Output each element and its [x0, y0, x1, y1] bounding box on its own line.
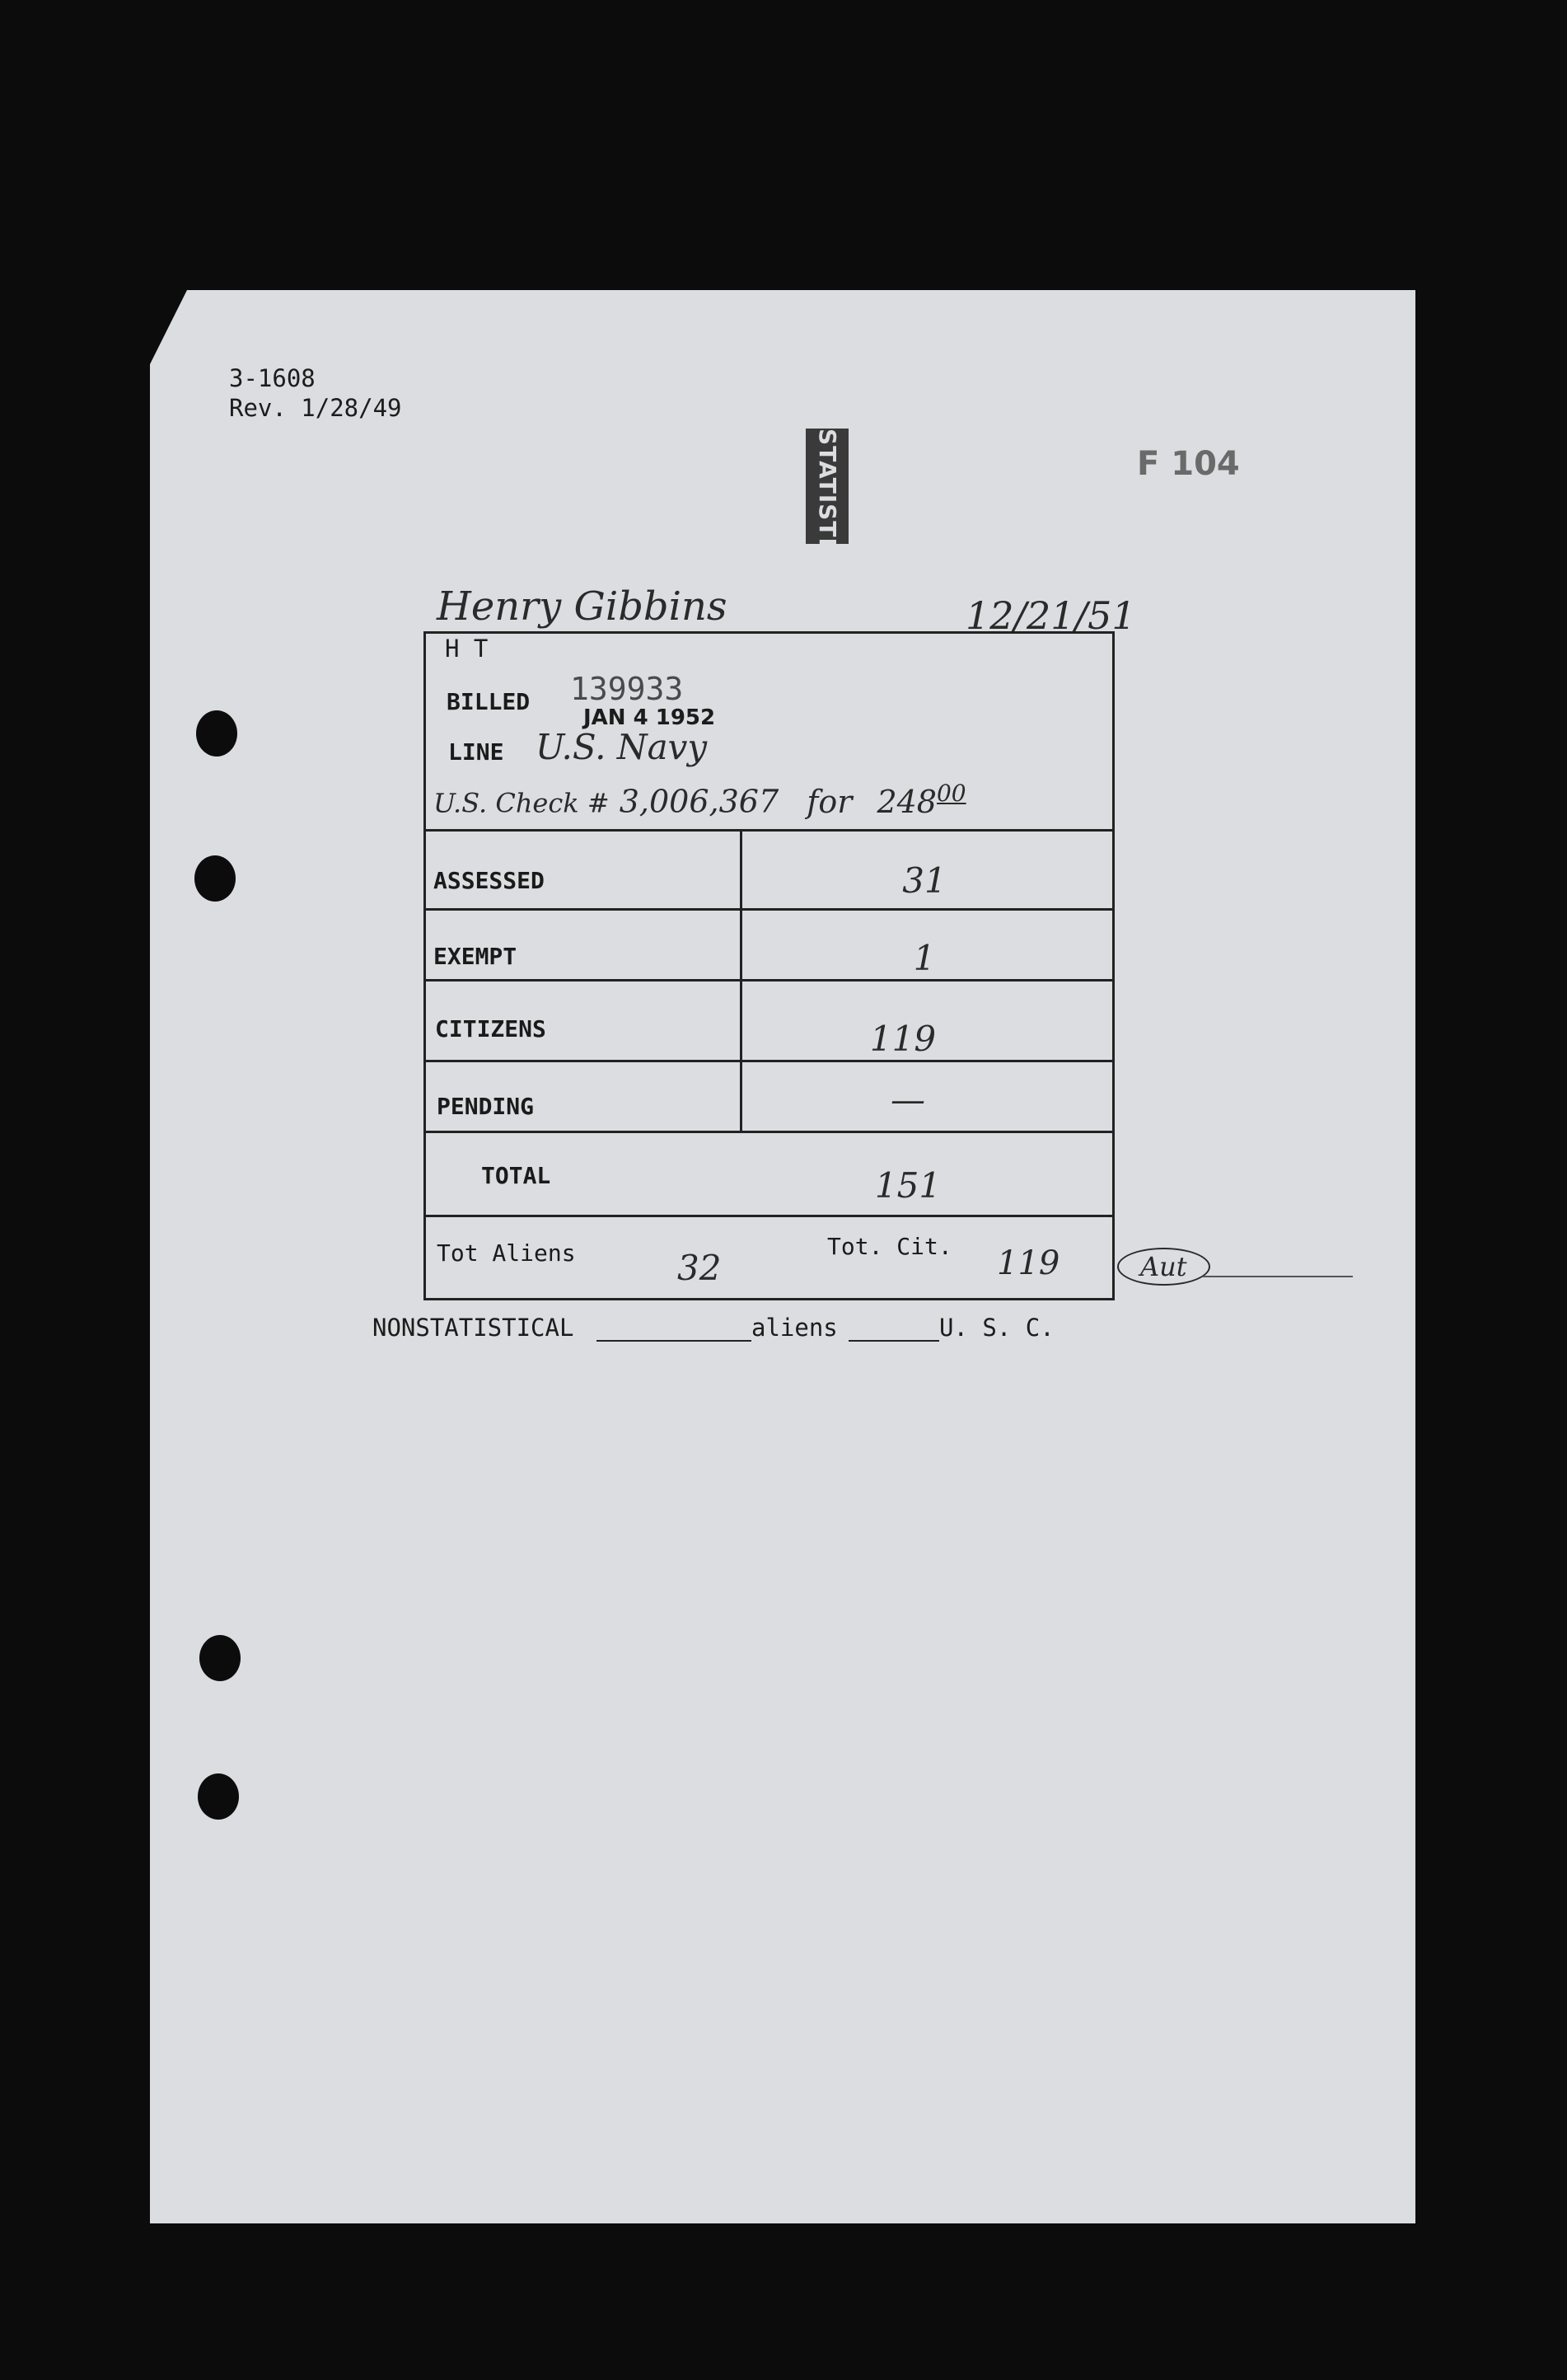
- line-value: U.S. Navy: [536, 727, 708, 767]
- rule: [423, 829, 1115, 832]
- rule: [423, 1215, 1115, 1217]
- initials-tail: [1203, 1276, 1353, 1277]
- form-revision: Rev. 1/28/49: [229, 394, 402, 422]
- tot-aliens-value: 32: [677, 1248, 722, 1288]
- aliens-label: aliens: [751, 1314, 838, 1342]
- torn-corner: [150, 290, 187, 364]
- citizens-value: 119: [869, 1019, 937, 1059]
- initials-mark: Aut: [1117, 1248, 1210, 1286]
- punch-hole: [199, 1635, 241, 1681]
- total-value: 151: [874, 1165, 942, 1206]
- tot-cit-value: 119: [997, 1244, 1060, 1282]
- check-note: [433, 780, 966, 820]
- billed-label: BILLED: [447, 688, 531, 715]
- pending-value: —: [891, 1080, 925, 1120]
- ht-label: H T: [445, 635, 489, 663]
- nonstat-blank: [596, 1340, 751, 1342]
- rule: [423, 1131, 1115, 1133]
- handwritten-date: 12/21/51: [966, 593, 1136, 638]
- page-stamp: F 104: [1137, 445, 1240, 483]
- exempt-value: 1: [913, 938, 936, 978]
- rule: [423, 1060, 1115, 1062]
- check-cents: 00: [936, 780, 966, 807]
- pending-label: PENDING: [437, 1093, 535, 1120]
- line-label: LINE: [448, 738, 504, 766]
- check-prefix: U.S. Check #: [433, 787, 610, 819]
- statistics-stamp: STATISTICS: [806, 429, 849, 544]
- exempt-label: EXEMPT: [433, 943, 517, 970]
- rule: [423, 979, 1115, 982]
- punch-hole: [198, 1773, 239, 1820]
- check-amount: 248: [877, 783, 937, 820]
- citizens-label: CITIZENS: [435, 1015, 546, 1042]
- signature: Henry Gibbins: [437, 583, 727, 630]
- billed-date-stamp: JAN 4 1952: [583, 705, 716, 730]
- aliens-blank: [849, 1340, 939, 1342]
- form-number: 3-1608: [229, 364, 316, 392]
- assessed-value: 31: [902, 860, 947, 901]
- check-number: 3,006,367: [619, 783, 779, 820]
- check-for: for: [807, 783, 853, 820]
- rule: [423, 908, 1115, 911]
- punch-hole: [194, 855, 236, 902]
- usc-label: U. S. C.: [939, 1314, 1055, 1342]
- punch-hole: [196, 710, 237, 757]
- nonstatistical-label: NONSTATISTICAL: [372, 1314, 574, 1342]
- tot-cit-label: Tot. Cit.: [827, 1233, 952, 1260]
- tot-aliens-label: Tot Aliens: [437, 1239, 576, 1267]
- assessed-label: ASSESSED: [433, 867, 545, 894]
- total-label: TOTAL: [481, 1162, 551, 1189]
- billed-number: 139933: [570, 671, 684, 707]
